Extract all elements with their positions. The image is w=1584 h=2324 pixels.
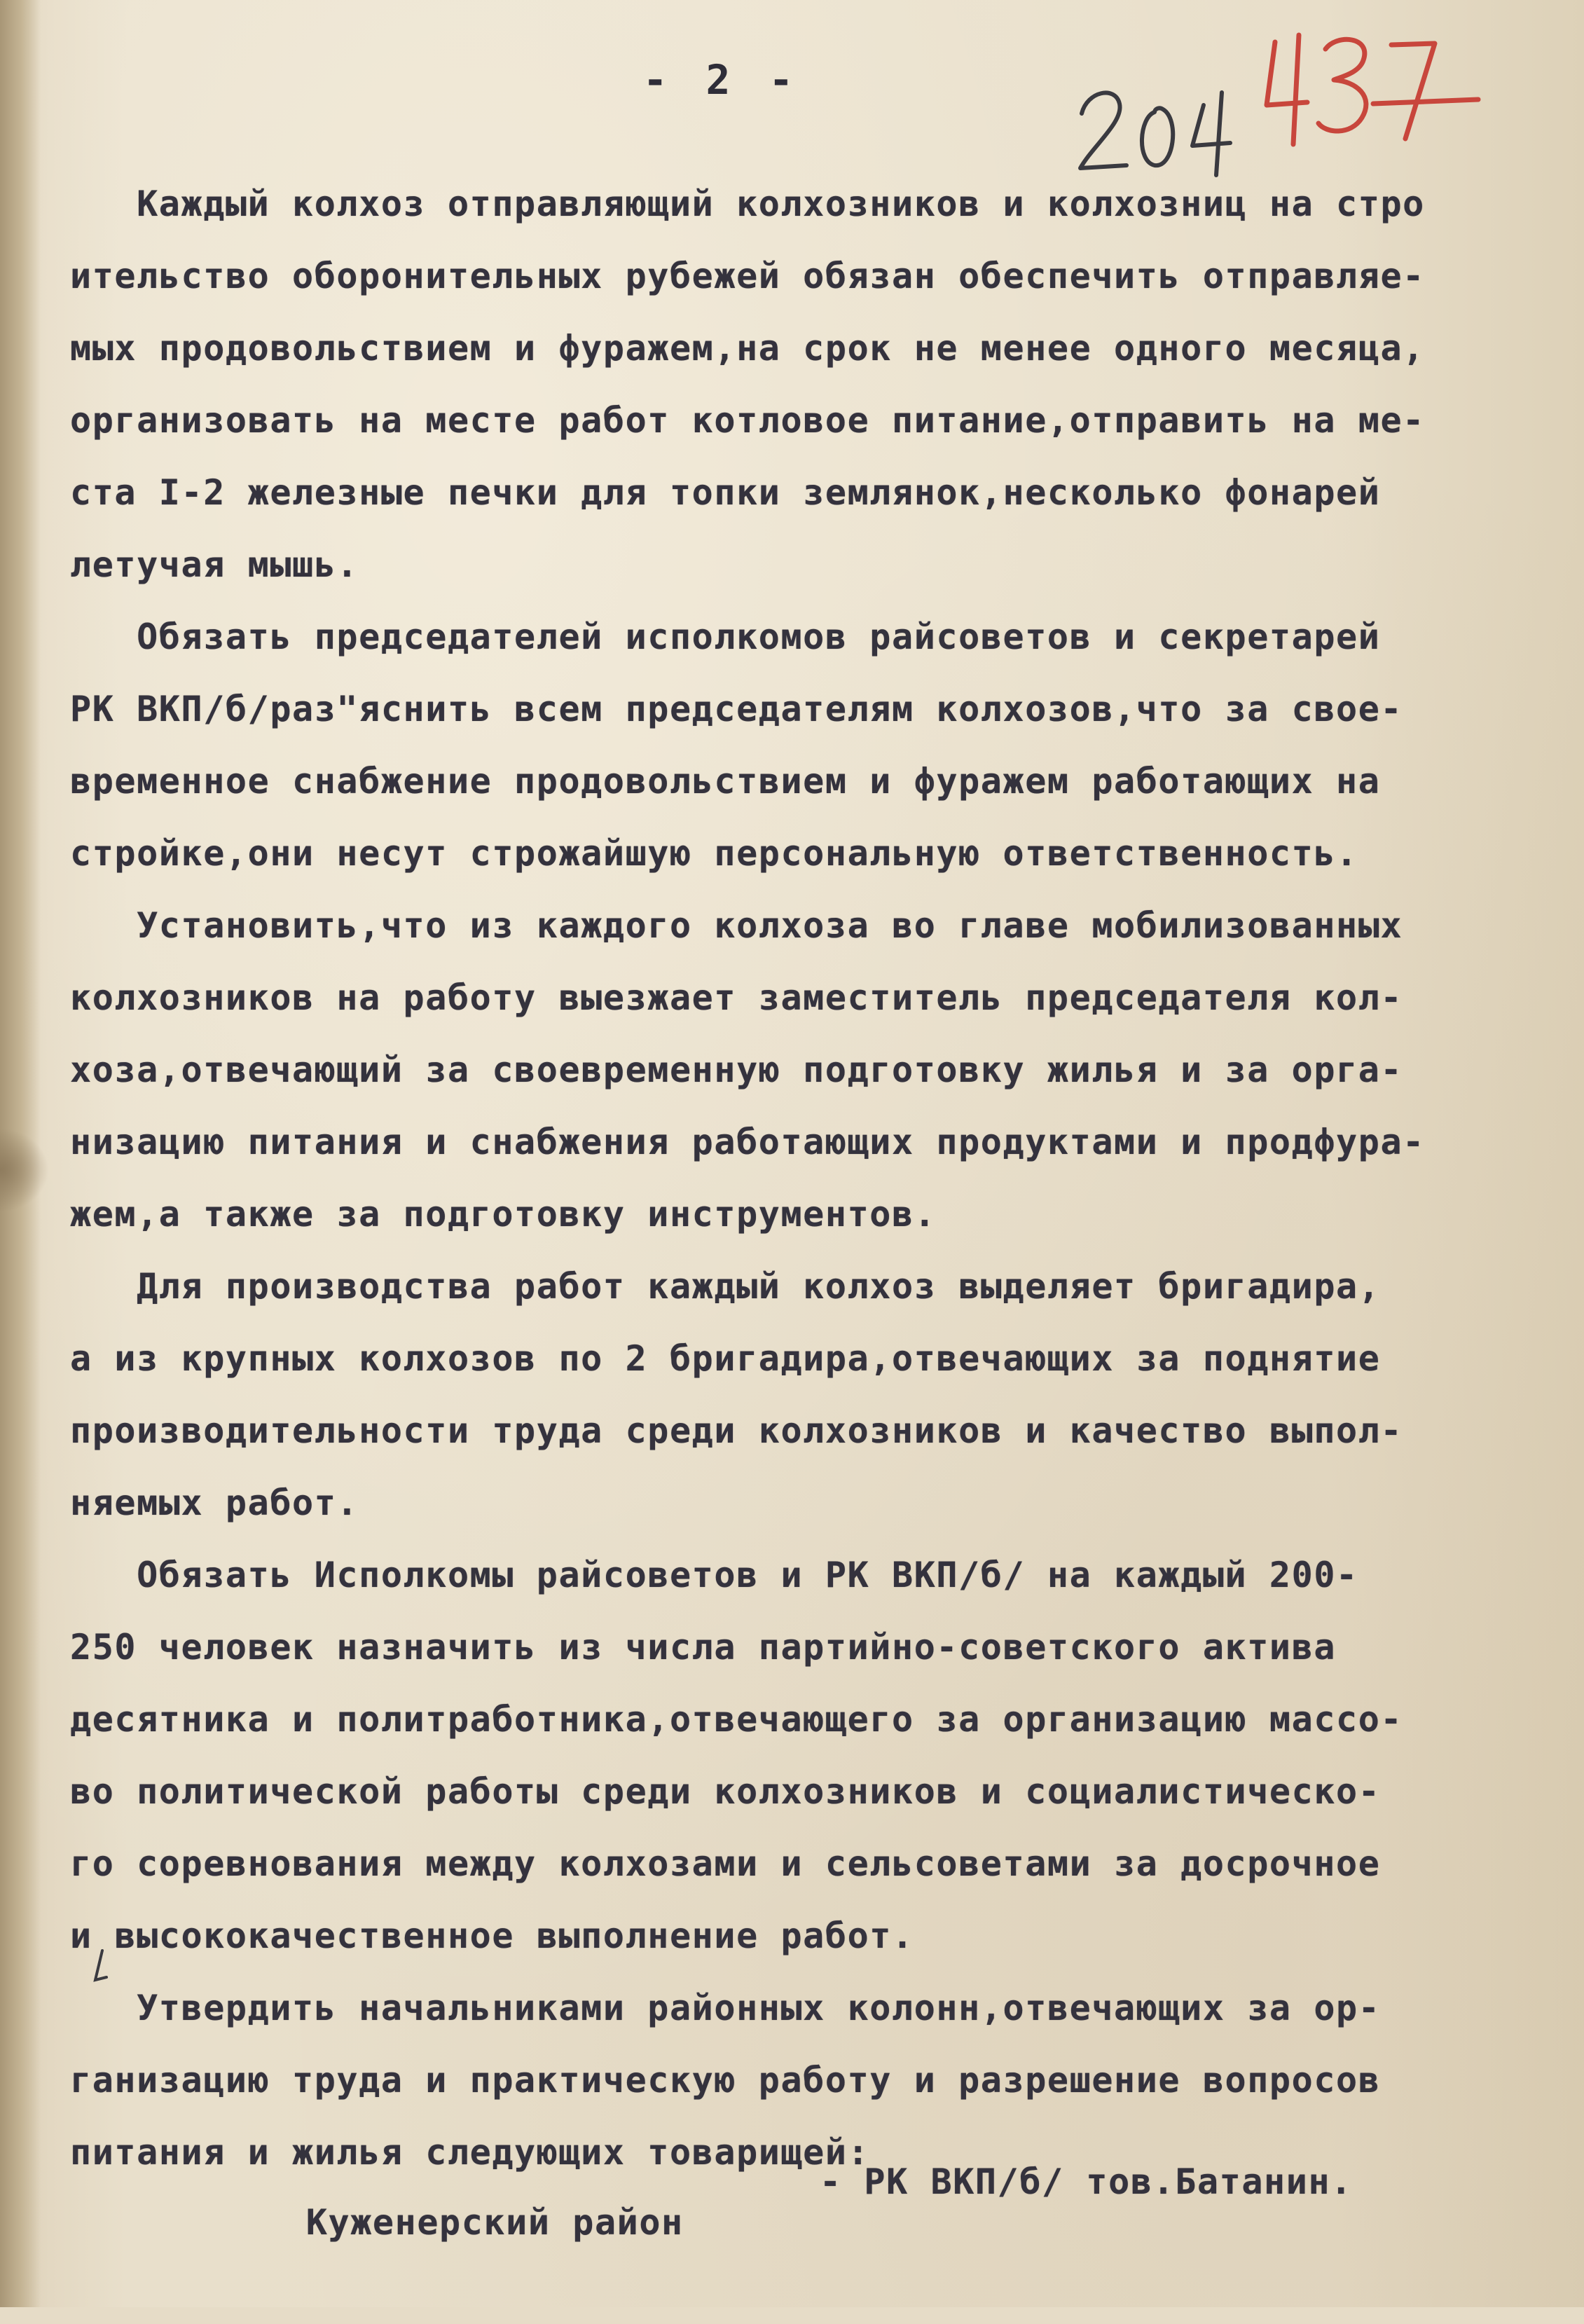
document-body: [70, 168, 1562, 2189]
text-line: го соревнования между колхозами и сельсоветами за досрочное: [70, 1843, 1381, 1884]
text-line: низацию питания и снабжения работающих продуктами и продфура-: [70, 1122, 1425, 1162]
text-line: Утвердить начальниками районных колонн,отвечающих за ор-: [70, 1988, 1381, 2028]
text-line: летучая мышь.: [70, 544, 359, 585]
text-line: Обязать председателей исполкомов райсоветов и секретарей: [70, 617, 1381, 657]
text-line: 250 человек назначить из числа партийно-советского актива: [70, 1627, 1337, 1668]
text-line: питания и жилья следующих товарищей:: [70, 2132, 870, 2173]
text-line: РК ВКП/б/раз"яснить всем председателям колхозов,что за свое-: [70, 689, 1403, 729]
text-line: Установить,что из каждого колхоза во главе мобилизованных: [70, 905, 1403, 946]
page-number: - 2 -: [642, 56, 801, 104]
handwritten-archive-number-pencil: [1072, 63, 1268, 182]
text-line: ста I-2 железные печки для топки землянок,несколько фонарей: [70, 472, 1381, 513]
text-line: хоза,отвечающий за своевременную подготовку жилья и за орга-: [70, 1050, 1403, 1090]
text-line: колхозников на работу выезжает заместитель председателя кол-: [70, 977, 1403, 1018]
assignee-name: - РК ВКП/б/ тов.Батанин.: [820, 2161, 1353, 2202]
text-line: производительности труда среди колхозников и качество выпол-: [70, 1410, 1403, 1451]
text-line: стройке,они несут строжайшую персональную ответственность.: [70, 833, 1358, 874]
text-line: Каждый колхоз отправляющий колхозников и колхозниц на стро: [70, 184, 1425, 224]
text-line: организовать на месте работ котловое питание,отправить на ме-: [70, 400, 1425, 441]
text-line: няемых работ.: [70, 1483, 359, 1523]
text-line: ительство оборонительных рубежей обязан обеспечить отправляе-: [70, 256, 1425, 296]
text-line: ганизацию труда и практическую работу и разрешение вопросов: [70, 2060, 1381, 2100]
margin-check-mark: [83, 1946, 111, 1995]
text-line: жем,а также за подготовку инструментов.: [70, 1194, 937, 1235]
district-name: Куженерский район: [305, 2202, 684, 2243]
assignment-entry: [217, 2161, 1548, 2324]
text-line: десятника и политработника,отвечающего за организацию массо-: [70, 1699, 1403, 1740]
text-line: мых продовольствием и фуражем,на срок не менее одного месяца,: [70, 328, 1425, 369]
paper-damage-mark: [0, 1128, 49, 1212]
text-line: во политической работы среди колхозников и социалистическо-: [70, 1771, 1381, 1812]
text-line: Обязать Исполкомы райсоветов и РК ВКП/б/ на каждый 200-: [70, 1555, 1358, 1595]
text-line: и высококачественное выполнение работ.: [70, 1916, 914, 1956]
handwritten-archive-number-red: [1247, 21, 1485, 154]
text-line: а из крупных колхозов по 2 бригадира,отвечающих за поднятие: [70, 1338, 1381, 1379]
text-line: Для производства работ каждый колхоз выделяет бригадира,: [70, 1266, 1381, 1307]
text-line: временное снабжение продовольствием и фуражем работающих на: [70, 761, 1381, 802]
